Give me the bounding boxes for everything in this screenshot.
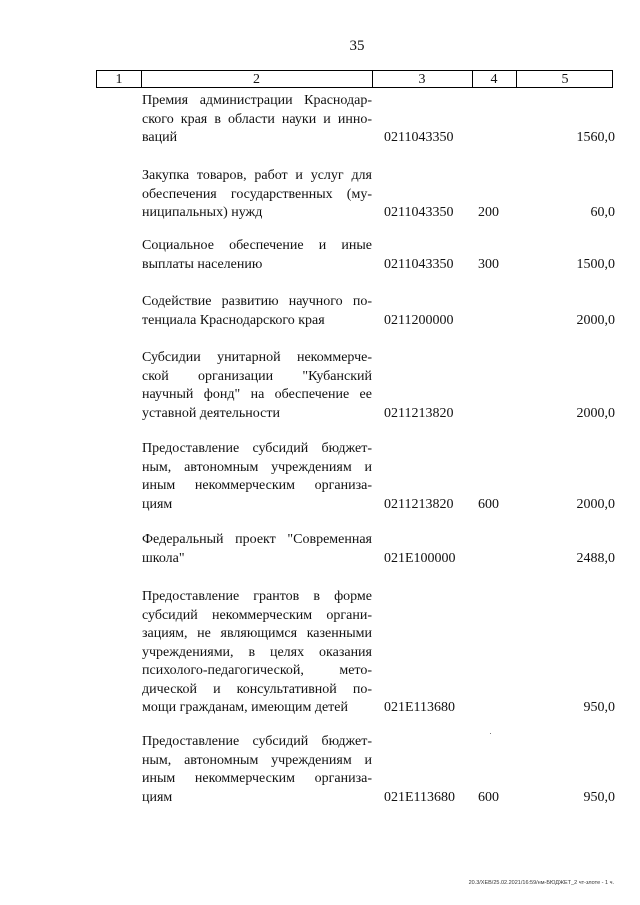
description-line: Предоставление субсидий бюджет- <box>142 734 372 749</box>
description-line: субсидий некоммерческим органи- <box>142 607 372 623</box>
description-line: Социальное обеспечение и иные <box>142 238 372 253</box>
row-expense-type: 600 <box>478 496 499 512</box>
row-description <box>142 167 372 223</box>
row-code: 0211213820 <box>384 496 454 512</box>
description-line: циям <box>142 789 173 805</box>
row-amount: 1560,0 <box>576 130 615 145</box>
description-line: Федеральный проект "Современная <box>142 532 372 547</box>
description-line: мощи гражданам, имеющим детей <box>142 700 348 715</box>
row-description <box>142 531 372 568</box>
description-line: тенциала Краснодарского края <box>142 312 325 328</box>
description-line: ным, автономным учреждениям и <box>142 459 372 475</box>
row-expense-type: 600 <box>478 789 499 805</box>
description-line: уставной деятельности <box>142 405 280 421</box>
row-description <box>142 349 372 423</box>
row-description <box>142 237 372 274</box>
row-amount: 1500,0 <box>576 256 615 272</box>
description-line: зациям, не являющимся казенными <box>142 626 372 641</box>
row-code: 0211043350 <box>384 130 454 145</box>
header-col-1: 1 <box>115 72 123 87</box>
description-line: ской организации "Кубанский <box>142 368 372 384</box>
description-line: учреждениями, в целях оказания <box>142 644 372 660</box>
description-line: ского края в области науки и инно- <box>142 111 372 127</box>
header-col-4: 4 <box>490 72 498 87</box>
description-line: Субсидии унитарной некоммерче- <box>142 350 372 365</box>
row-code: 021E113680 <box>384 789 456 805</box>
description-line: Закупка товаров, работ и услуг для <box>142 168 372 183</box>
description-line: выплаты населению <box>142 256 263 272</box>
description-line: Содействие развитию научного по- <box>142 294 372 309</box>
row-description <box>142 588 372 718</box>
row-amount: 2000,0 <box>576 312 615 328</box>
row-description <box>142 92 372 148</box>
row-amount: 950,0 <box>583 789 615 805</box>
header-col-2: 2 <box>253 72 260 87</box>
description-line: Премия администрации Краснодар- <box>142 93 372 108</box>
description-line: Предоставление грантов в форме <box>142 589 372 604</box>
row-code: 0211043350 <box>384 205 454 220</box>
page-number: 35 <box>349 38 365 54</box>
description-line: психолого-педагогической, мето- <box>142 663 372 678</box>
description-line: ным, автономным учреждениям и <box>142 752 372 768</box>
description-line: ваций <box>142 130 178 145</box>
table-header <box>96 70 613 88</box>
row-amount: 950,0 <box>583 700 615 715</box>
row-code: 0211213820 <box>384 405 454 421</box>
row-amount: 2488,0 <box>576 550 615 566</box>
row-amount: 60,0 <box>590 205 615 220</box>
row-description <box>142 733 372 807</box>
description-line: ниципальных) нужд <box>142 205 263 220</box>
description-line: циям <box>142 496 173 512</box>
row-expense-type: 300 <box>478 256 499 272</box>
row-expense-type: 200 <box>478 205 499 220</box>
row-amount: 2000,0 <box>576 496 615 512</box>
description-line: дической и консультативной по- <box>142 681 372 697</box>
description-line: научный фонд" на обеспечение ее <box>142 387 372 402</box>
description-line: иным некоммерческим организа- <box>142 478 372 493</box>
row-description <box>142 440 372 514</box>
header-col-3: 3 <box>418 72 426 87</box>
description-line: Предоставление субсидий бюджет- <box>142 441 372 456</box>
row-code: 021E100000 <box>384 550 456 566</box>
document-footer: 20.3/ХЕВ/25.02.2021/16:59/нм-БЮДЖЕТ_2 чт-злоте - 1 ч. <box>468 880 614 886</box>
header-col-5: 5 <box>561 72 569 87</box>
row-code: 021E113680 <box>384 700 456 715</box>
description-line: иным некоммерческим организа- <box>142 771 372 786</box>
description-line: обеспечения государственных (му- <box>142 186 372 202</box>
row-code: 0211043350 <box>384 256 454 272</box>
row-amount: 2000,0 <box>576 405 615 421</box>
row-code: 0211200000 <box>384 312 454 328</box>
scan-speck <box>490 733 491 734</box>
row-description <box>142 293 372 330</box>
description-line: школа" <box>142 550 185 566</box>
